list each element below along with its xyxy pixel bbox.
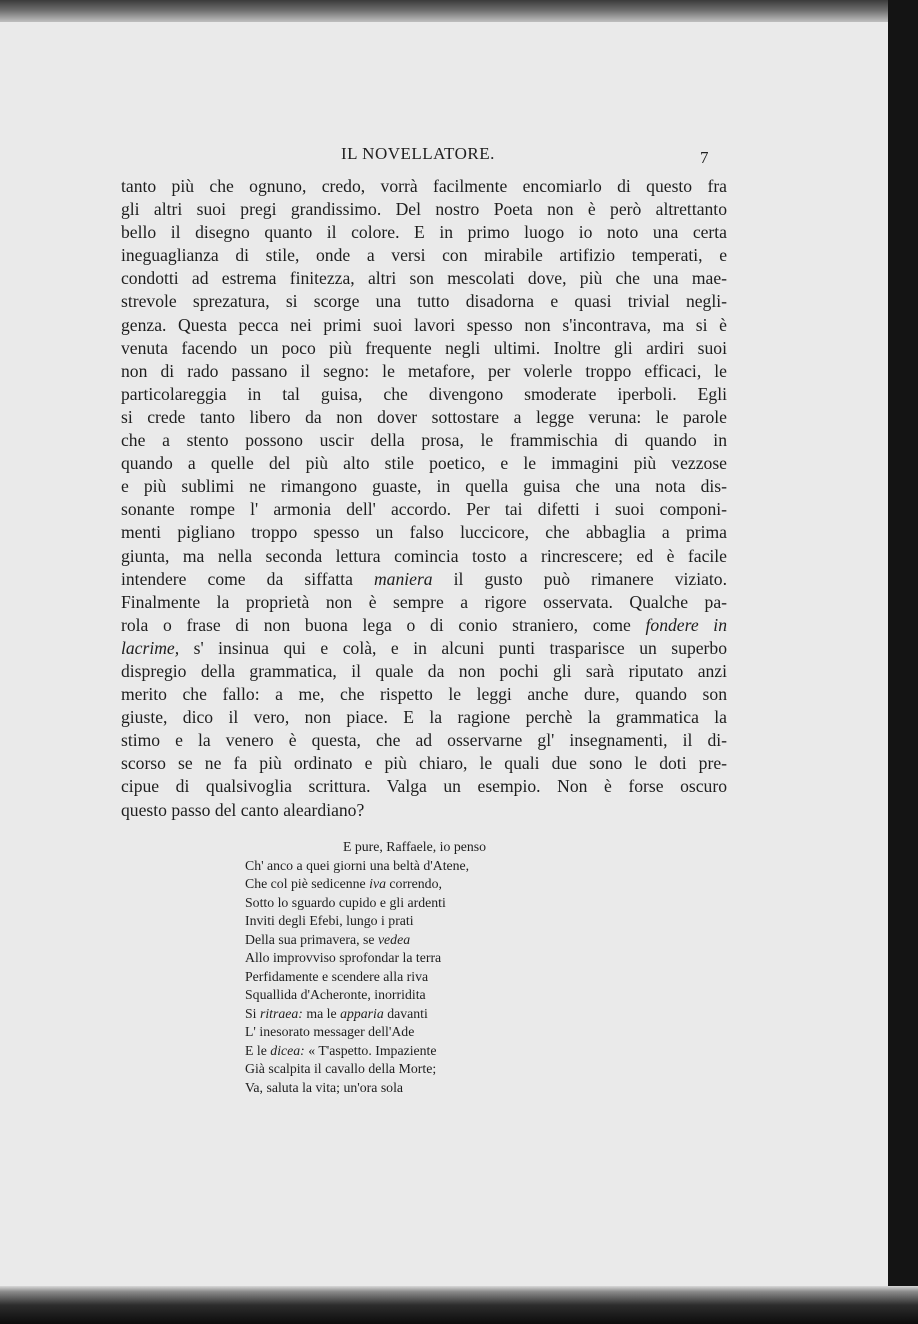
verse-segment: davanti [383, 1005, 428, 1021]
text-line: non di rado passano il segno: le metafore, per volerle troppo efficaci, le [121, 360, 727, 381]
page-number: 7 [700, 148, 709, 167]
verse-segment: Già scalpita il cavallo della Morte; [245, 1061, 437, 1076]
verse-segment: Inviti degli Efebi, lungo i prati [245, 913, 414, 928]
verse-segment: Va, saluta la vita; un'ora sola [245, 1079, 404, 1095]
verse-line [245, 968, 545, 987]
text-line: e più sublimi ne rimangono guaste, in quella guisa che una nota dis- [121, 476, 727, 497]
text-segment: s' insinua qui e colà, e in alcuni punti trasparisce un superbo [179, 637, 727, 658]
verse-segment: L' inesorato messager dell'Ade [245, 1024, 415, 1039]
body-text [121, 175, 727, 822]
verse-line [245, 1042, 545, 1061]
italic-word: dicea: [270, 1042, 305, 1058]
text-line: giuste, dico il vero, non piace. E la ragione perchè la grammatica la [121, 707, 727, 728]
text-segment: il gusto può rimanere viziato. [432, 568, 728, 589]
verse-segment: ma le [302, 1005, 341, 1021]
text-line: questo passo del canto aleardiano? [121, 799, 365, 820]
text-line: ineguaglianza di stile, onde a versi con mirabile artifizio temperati, e [121, 245, 727, 266]
text-line: che a stento possono uscir della prosa, le frammischia di quando in [121, 430, 727, 451]
verse-line [245, 838, 545, 857]
scan-border-bottom [0, 1286, 918, 1324]
verse-line [245, 857, 545, 876]
text-line: quando a quelle del più alto stile poetico, e le immagini più vezzose [121, 453, 727, 474]
verse-line [245, 1023, 545, 1042]
text-line: scorso se ne fa più ordinato e più chiaro, le quali due sono le doti pre- [121, 753, 727, 774]
text-line: stimo e la venero è questa, che ad osservarne gl' insegnamenti, il di- [121, 730, 727, 751]
text-line: condotti ad estrema finitezza, altri son mescolati dove, più che una mae- [121, 268, 727, 289]
verse-line [245, 912, 545, 931]
text-line [121, 614, 727, 637]
text-line: genza. Questa pecca nei primi suoi lavori spesso non s'incontrava, ma si è [121, 314, 727, 335]
text-line: merito che fallo: a me, che rispetto le leggi anche dure, quando son [121, 684, 727, 705]
verse-line [245, 949, 545, 968]
page-header [0, 144, 830, 168]
text-line: gli altri suoi pregi grandissimo. Del nostro Poeta non è però altrettanto [121, 199, 727, 220]
italic-word: fondere in [645, 614, 727, 635]
verse-segment: Ch' anco a quei giorni una beltà d'Atene, [245, 857, 470, 873]
verse-line [245, 1060, 545, 1079]
verse-quotation [245, 838, 545, 1097]
verse-line [245, 875, 545, 894]
verse-segment: E le [245, 1042, 271, 1058]
text-line: si crede tanto libero da non dover sottostare a legge veruna: le parole [121, 406, 727, 427]
text-line: bello il disegno quanto il colore. E in primo luogo io noto una certa [121, 222, 727, 243]
verse-segment: Perfidamente e scendere alla riva [245, 968, 429, 984]
text-line: cipue di qualsivoglia scrittura. Valga un esempio. Non è forse oscuro [121, 776, 727, 797]
text-line: Finalmente la proprietà non è sempre a rigore osservata. Qualche pa- [121, 591, 727, 612]
text-segment: intendere come da siffatta [121, 568, 374, 589]
verse-segment: E pure, Raffaele, io penso [343, 839, 487, 854]
verse-segment: Che col piè sedicenne [245, 876, 370, 891]
verse-line [245, 1079, 545, 1098]
italic-word: lacrime, [121, 637, 180, 658]
text-line: tanto più che ognuno, credo, vorrà facilmente encomiarlo di questo fra [121, 176, 727, 196]
italic-word: apparia [340, 1005, 384, 1021]
italic-word: vedea [377, 931, 411, 947]
text-line: venuta facendo un poco più frequente negli ultimi. Inoltre gli ardiri suoi [121, 337, 727, 358]
verse-segment: Della sua primavera, se [245, 931, 378, 947]
verse-segment: Squallida d'Acheronte, inorridita [245, 987, 426, 1002]
text-line: menti pigliano troppo spesso un falso luccicore, che abbaglia a prima [121, 522, 727, 543]
verse-segment: Allo improvviso sprofondar la terra [245, 950, 442, 965]
text-line: giunta, ma nella seconda lettura comincia tosto a rincrescere; ed è facile [121, 545, 727, 566]
text-line [121, 568, 727, 591]
scan-border-right [888, 0, 918, 1324]
text-line [121, 637, 727, 660]
text-line: dispregio della grammatica, il quale da non pochi gli sarà riputato anzi [121, 660, 727, 681]
verse-line [245, 894, 545, 913]
italic-word: ritraea: [259, 1005, 303, 1021]
text-segment: rola o frase di non buona lega o di conio straniero, come [121, 614, 646, 635]
text-line: sonante rompe l' armonia dell' accordo. Per tai difetti i suoi componi- [121, 499, 727, 520]
verse-segment: Si [245, 1005, 260, 1021]
text-line: strevole sprezatura, si scorge una tutto disadorna e quasi trivial negli- [121, 291, 727, 312]
verse-segment: « T'aspetto. Impaziente [304, 1042, 437, 1058]
verse-line [245, 986, 545, 1005]
italic-word: iva [369, 876, 386, 891]
running-title: IL NOVELLATORE. [341, 144, 495, 163]
text-line: particolareggia in tal guisa, che divengono smoderate iperboli. Egli [121, 383, 727, 404]
verse-segment: correndo, [385, 876, 442, 891]
verse-line [245, 931, 545, 950]
verse-line [245, 1005, 545, 1024]
italic-word: maniera [373, 568, 433, 589]
verse-segment: Sotto lo sguardo cupido e gli ardenti [245, 894, 446, 910]
